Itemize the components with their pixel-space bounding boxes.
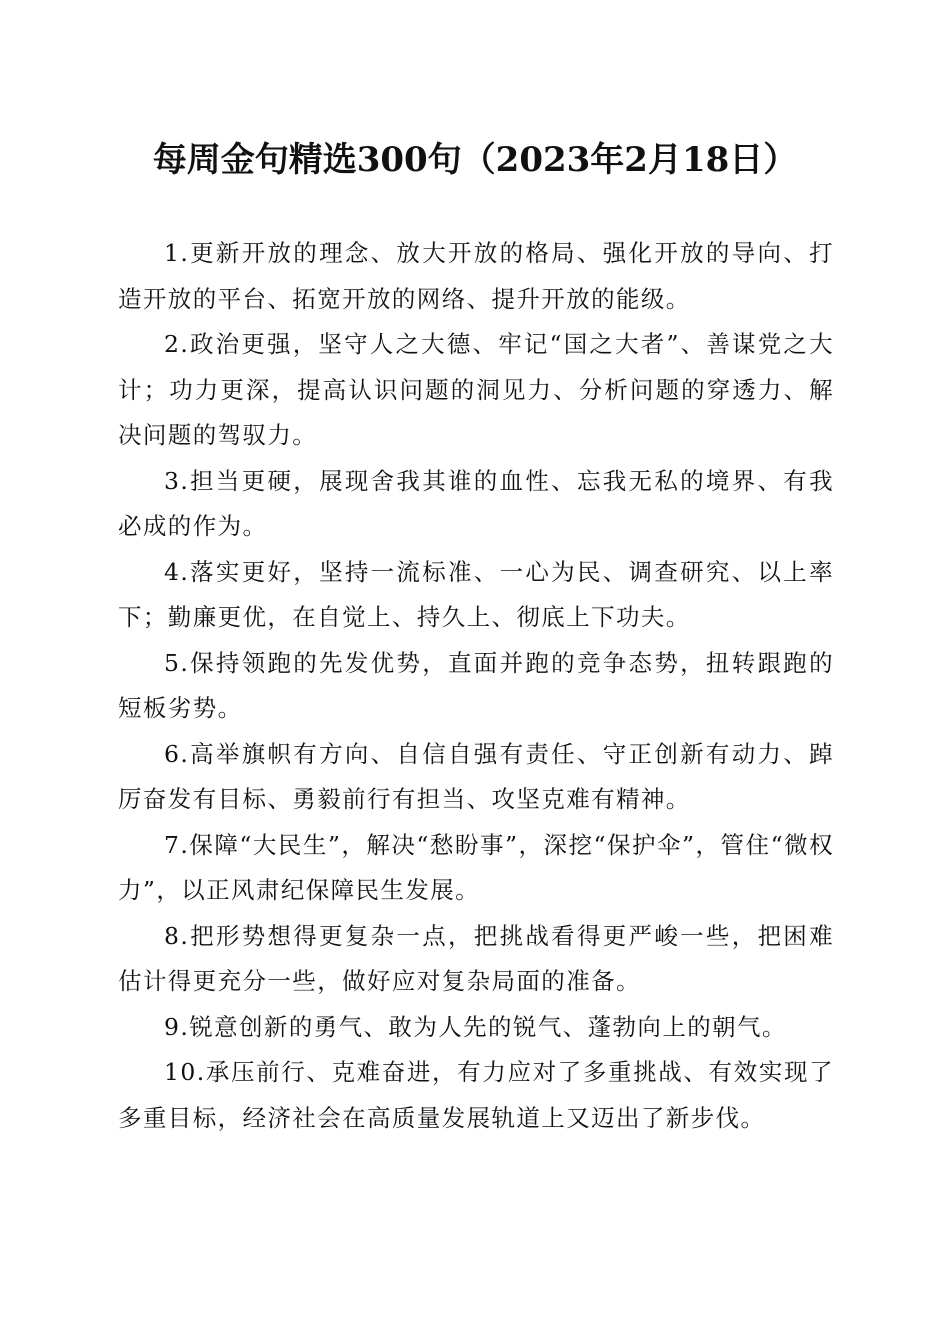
paragraph-2: 2.政治更强，坚守人之大德、牢记“国之大者”、善谋党之大计；功力更深，提高认识问题的洞见力、分析问题的穿透力、解决问题的驾驭力。 (118, 330, 834, 449)
paragraph-3: 3.担当更硬，展现舍我其谁的血性、忘我无私的境界、有我必成的作为。 (118, 466, 834, 540)
paragraph-6: 6.高举旗帜有方向、自信自强有责任、守正创新有动力、踔厉奋发有目标、勇毅前行有担当、攻坚克难有精神。 (118, 739, 834, 813)
paragraph-10: 10.承压前行、克难奋进，有力应对了多重挑战、有效实现了多重目标，经济社会在高质量发展轨道上又迈出了新步伐。 (118, 1058, 834, 1132)
document-title: 每周金句精选300句（2023年2月18日） (152, 140, 798, 180)
paragraph-5: 5.保持领跑的先发优势，直面并跑的竞争态势，扭转跟跑的短板劣势。 (118, 648, 834, 722)
paragraph-1: 1.更新开放的理念、放大开放的格局、强化开放的导向、打造开放的平台、拓宽开放的网络、提升开放的能级。 (118, 239, 834, 313)
paragraph-8: 8.把形势想得更复杂一点，把挑战看得更严峻一些，把困难估计得更充分一些，做好应对复杂局面的准备。 (118, 921, 834, 995)
document-body (118, 231, 834, 1141)
paragraph-4: 4.落实更好，坚持一流标准、一心为民、调查研究、以上率下；勤廉更优，在自觉上、持久上、彻底上下功夫。 (118, 557, 834, 631)
paragraph-7: 7.保障“大民生”，解决“愁盼事”，深挖“保护伞”，管住“微权力”，以正风肃纪保障民生发展。 (118, 830, 834, 904)
paragraph-9: 9.锐意创新的勇气、敢为人先的锐气、蓬勃向上的朝气。 (164, 1012, 787, 1041)
